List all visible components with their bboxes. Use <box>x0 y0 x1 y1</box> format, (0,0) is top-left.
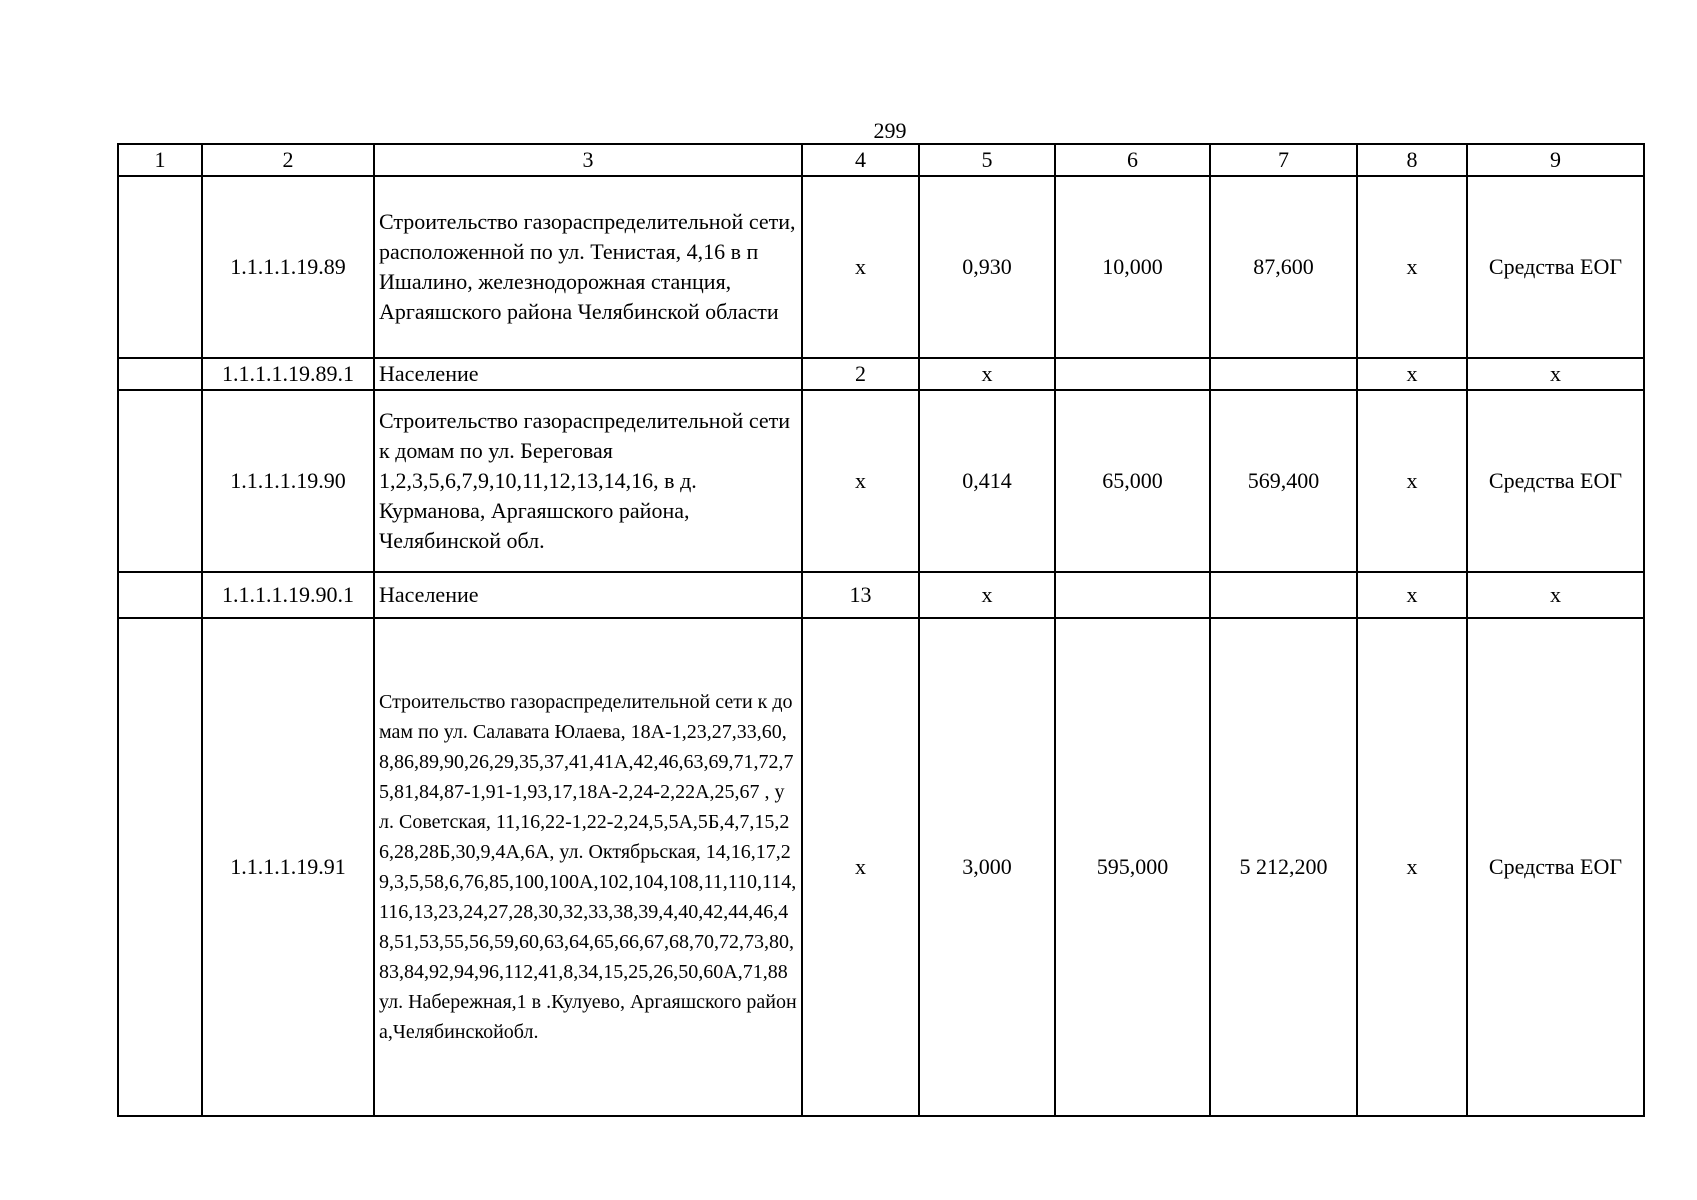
column-7-cell <box>1210 358 1357 390</box>
column-7-cell: 5 212,200 <box>1210 618 1357 1116</box>
row-number-cell <box>118 390 202 572</box>
column-4-cell: х <box>802 390 919 572</box>
code-cell: 1.1.1.1.19.91 <box>202 618 374 1116</box>
column-8-cell: х <box>1357 358 1467 390</box>
table-row <box>118 358 1644 390</box>
column-7-cell <box>1210 572 1357 618</box>
funding-source-cell: х <box>1467 358 1644 390</box>
header-cell-1: 1 <box>118 144 202 176</box>
column-4-cell: 13 <box>802 572 919 618</box>
column-6-cell <box>1055 572 1210 618</box>
description-cell: Население <box>374 572 802 618</box>
row-number-cell <box>118 618 202 1116</box>
description-cell: Строительство газораспределительной сети, расположенной по ул. Тенистая, 4,16 в п Ишалино, железнодорожная станция, Аргаяшского района Челябинской области <box>374 176 802 358</box>
header-cell-8: 8 <box>1357 144 1467 176</box>
column-5-cell: 0,414 <box>919 390 1055 572</box>
header-cell-3: 3 <box>374 144 802 176</box>
column-4-cell: х <box>802 176 919 358</box>
header-cell-7: 7 <box>1210 144 1357 176</box>
description-cell: Строительство газораспределительной сети к домам по ул. Береговая 1,2,3,5,6,7,9,10,11,12,13,14,16, в д. Курманова, Аргаяшского района, Челябинской обл. <box>374 390 802 572</box>
funding-source-cell: Средства ЕОГ <box>1467 390 1644 572</box>
header-cell-9: 9 <box>1467 144 1644 176</box>
funding-source-cell: Средства ЕОГ <box>1467 618 1644 1116</box>
column-6-cell: 595,000 <box>1055 618 1210 1116</box>
column-7-cell: 87,600 <box>1210 176 1357 358</box>
code-cell: 1.1.1.1.19.90.1 <box>202 572 374 618</box>
page-number: 299 <box>873 118 907 143</box>
column-8-cell: х <box>1357 618 1467 1116</box>
column-8-cell: х <box>1357 176 1467 358</box>
funding-source-cell: Средства ЕОГ <box>1467 176 1644 358</box>
column-6-cell <box>1055 358 1210 390</box>
column-5-cell: х <box>919 358 1055 390</box>
column-8-cell: х <box>1357 390 1467 572</box>
column-5-cell: 0,930 <box>919 176 1055 358</box>
table-row <box>118 572 1644 618</box>
investment-program-table <box>117 143 1645 1117</box>
row-number-cell <box>118 358 202 390</box>
column-4-cell: 2 <box>802 358 919 390</box>
row-number-cell <box>118 572 202 618</box>
table-row <box>118 618 1644 1116</box>
column-7-cell: 569,400 <box>1210 390 1357 572</box>
funding-source-cell: х <box>1467 572 1644 618</box>
header-cell-5: 5 <box>919 144 1055 176</box>
column-4-cell: х <box>802 618 919 1116</box>
column-8-cell: х <box>1357 572 1467 618</box>
column-6-cell: 65,000 <box>1055 390 1210 572</box>
code-cell: 1.1.1.1.19.89.1 <box>202 358 374 390</box>
code-cell: 1.1.1.1.19.90 <box>202 390 374 572</box>
header-cell-2: 2 <box>202 144 374 176</box>
description-cell: Строительство газораспределительной сети к домам по ул. Салавата Юлаева, 18А-1,23,27,33,60,8,86,89,90,26,29,35,37,41,41А,42,46,63,69,71,72,75,81,84,87-1,91-1,93,17,18А-2,24-2,22А,25,67 , ул. Советская, 11,16,22-1,22-2,24,5,5А,5Б,4,7,15,26,28,28Б,30,9,4А,6А, ул. Октябрьская, 14,16,17,29,3,5,58,6,76,85,100,100А,102,104,108,11,110,114,116,13,23,24,27,28,30,32,33,38,39,4,40,42,44,46,48,51,53,55,56,59,60,63,64,65,66,67,68,70,72,73,80,83,84,92,94,96,112,41,8,34,15,25,26,50,60А,71,88 ул. Набережная,1 в .Кулуево, Аргаяшского района,Челябинскойобл. <box>374 618 802 1116</box>
header-cell-6: 6 <box>1055 144 1210 176</box>
table-row <box>118 390 1644 572</box>
row-number-cell <box>118 176 202 358</box>
column-5-cell: 3,000 <box>919 618 1055 1116</box>
description-cell: Население <box>374 358 802 390</box>
column-6-cell: 10,000 <box>1055 176 1210 358</box>
header-cell-4: 4 <box>802 144 919 176</box>
header-row <box>118 144 1644 176</box>
table-row <box>118 176 1644 358</box>
code-cell: 1.1.1.1.19.89 <box>202 176 374 358</box>
column-5-cell: х <box>919 572 1055 618</box>
